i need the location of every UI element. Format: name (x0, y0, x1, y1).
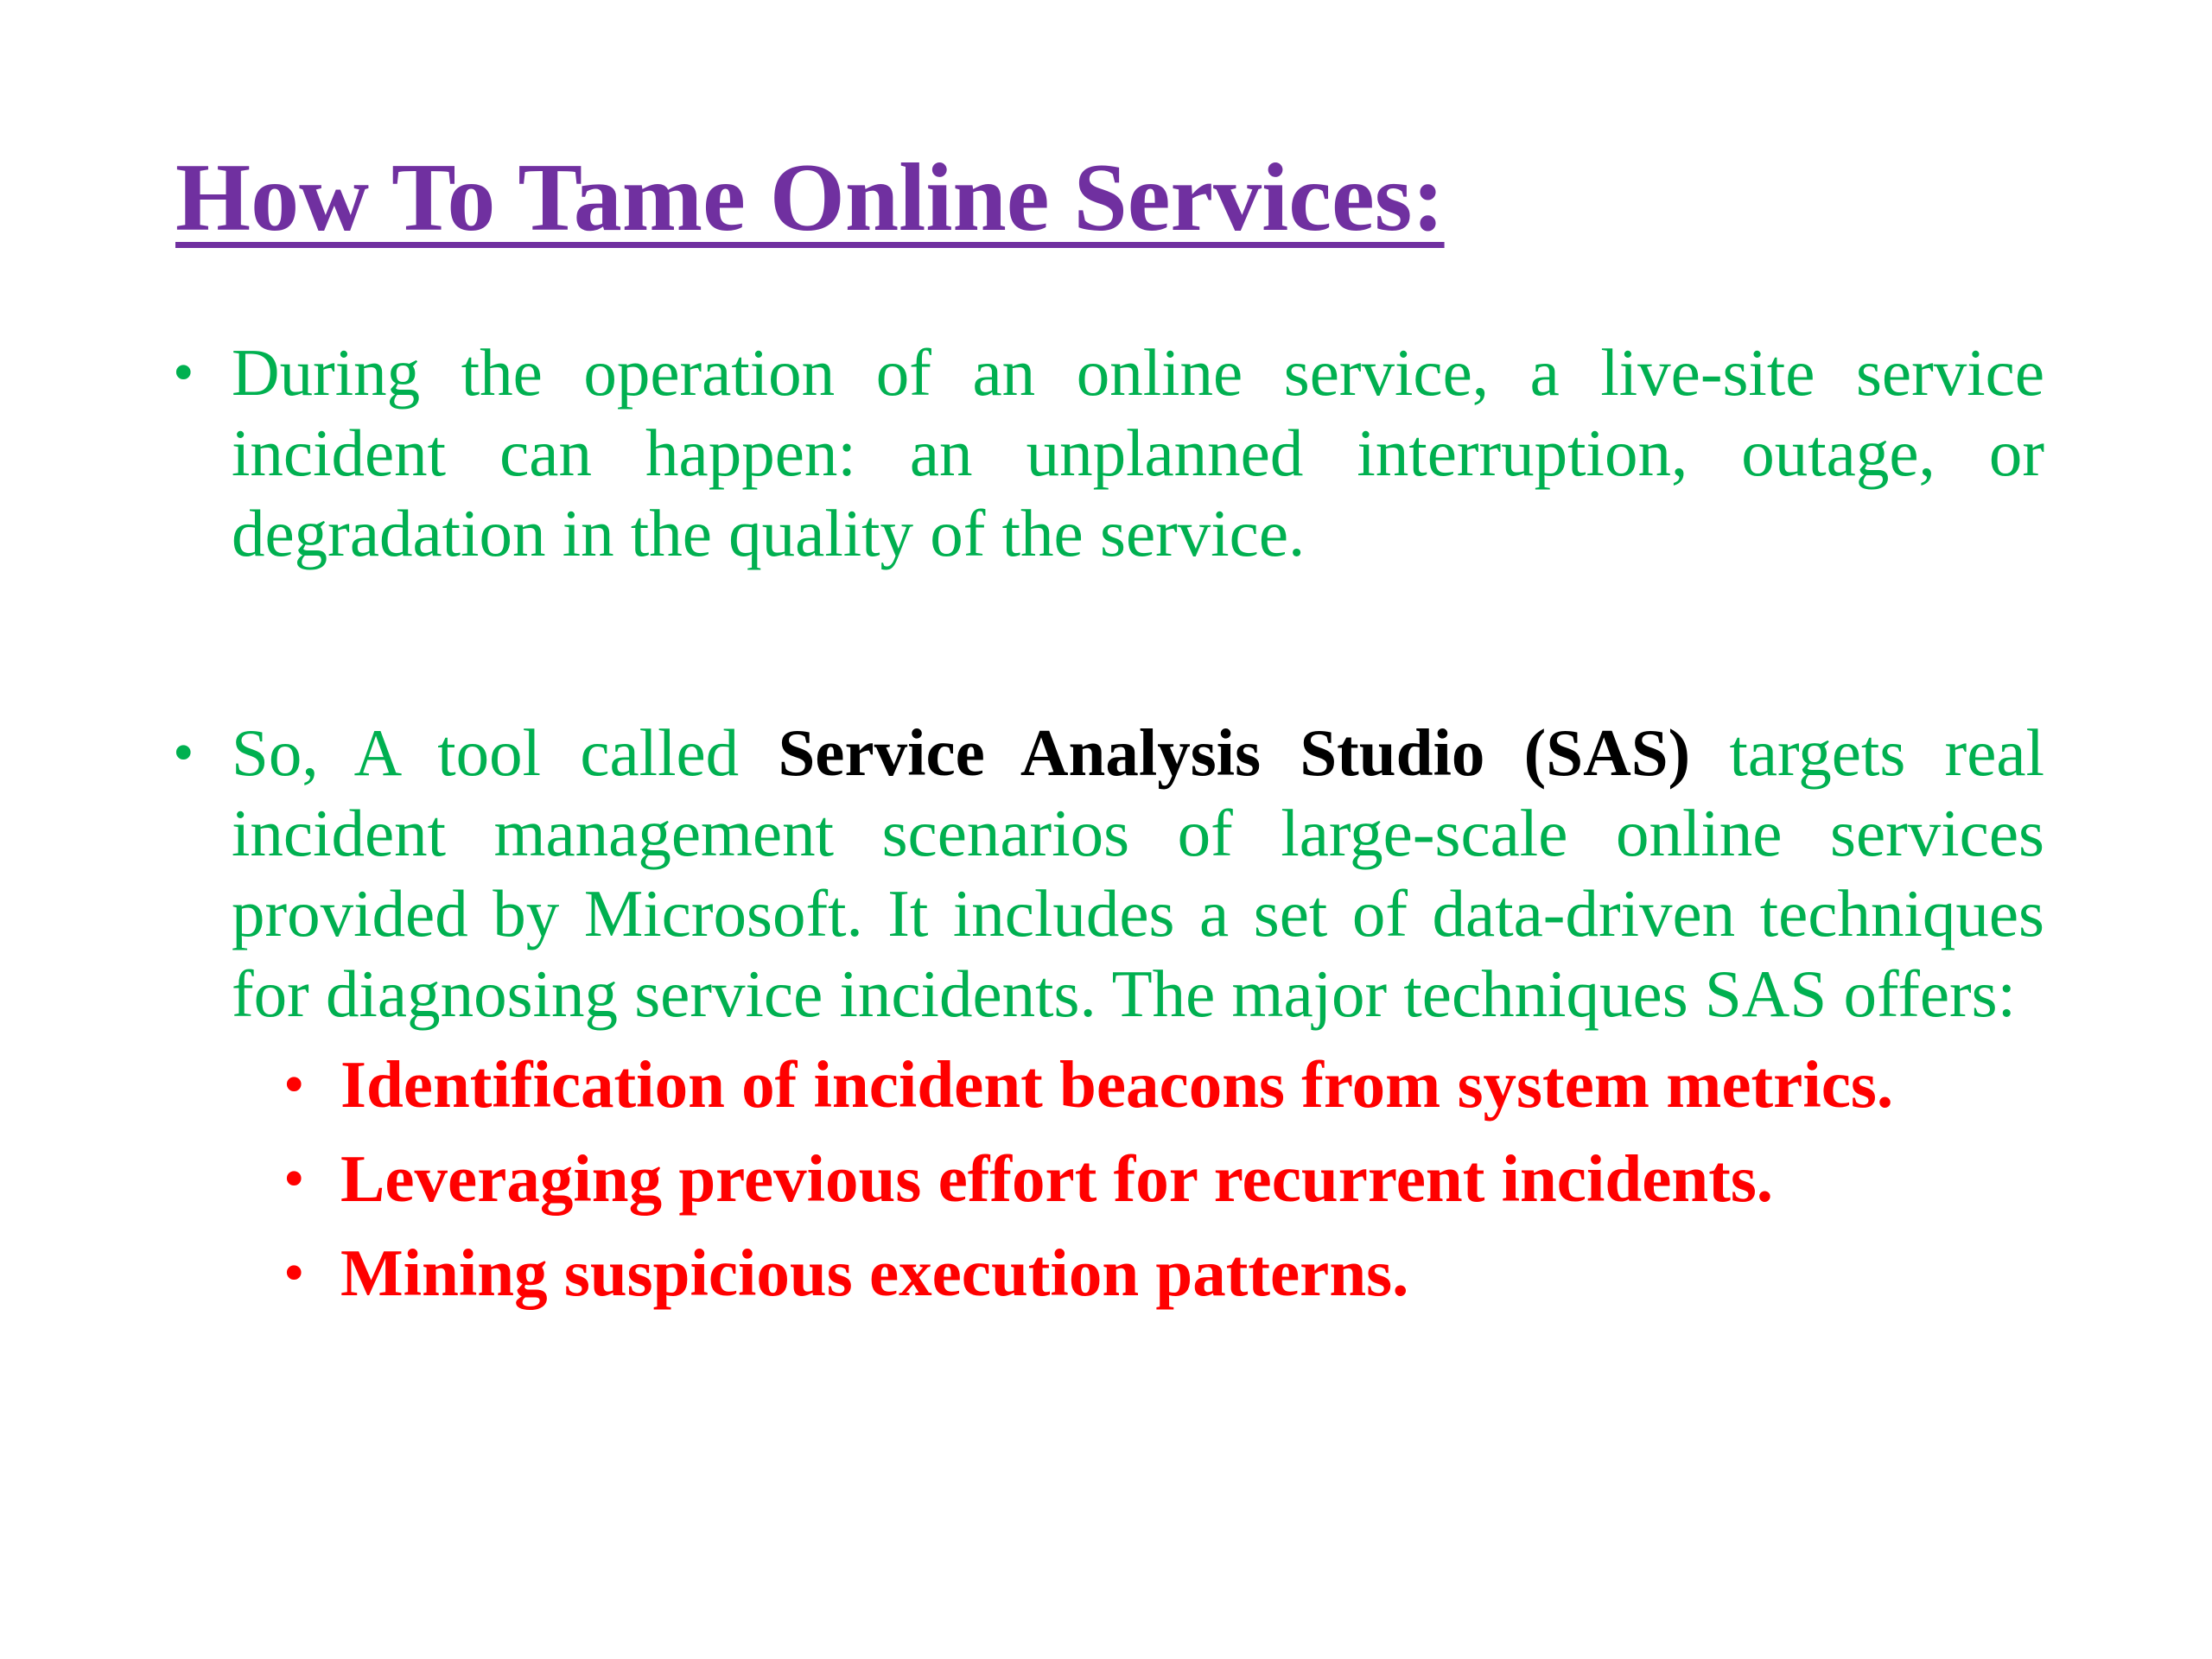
bullet-text-after: targets real incident management scenarios of large-scale online services provided by Microsoft. It includes a set of data-driven techniques for diagnosing service incidents. The major techniques SAS offers: (232, 715, 2044, 1031)
technique-item (283, 1233, 2044, 1313)
bullet-text-before: So, A tool called (232, 715, 779, 790)
bullet-text: During the operation of an online service, a live-site service incident can happen: an unplanned interruption, outage, or degradation in the quality of the service. (232, 335, 2044, 570)
technique-text: Leveraging previous effort for recurrent incidents. (340, 1141, 1774, 1216)
technique-text: Identification of incident beacons from system metrics. (340, 1047, 1894, 1122)
sub-bullet-marker: • (283, 1052, 305, 1118)
bullet-list-2 (173, 713, 2044, 1327)
bullet-marker: • (173, 340, 194, 406)
sub-bullet-marker: • (283, 1240, 305, 1306)
bullet-item-operation (173, 333, 2044, 574)
bullet-item-sas (173, 713, 2044, 1313)
slide-title: How To Tame Online Services: (175, 144, 1445, 251)
bullet-list-1 (173, 333, 2044, 574)
technique-item (283, 1045, 2044, 1125)
sub-bullet-marker: • (283, 1146, 305, 1212)
tool-name-emphasis: Service Analysis Studio (SAS) (778, 715, 1691, 790)
technique-text: Mining suspicious execution patterns. (340, 1236, 1409, 1310)
technique-list (283, 1045, 2044, 1313)
technique-item (283, 1139, 2044, 1219)
bullet-marker: • (173, 720, 194, 786)
